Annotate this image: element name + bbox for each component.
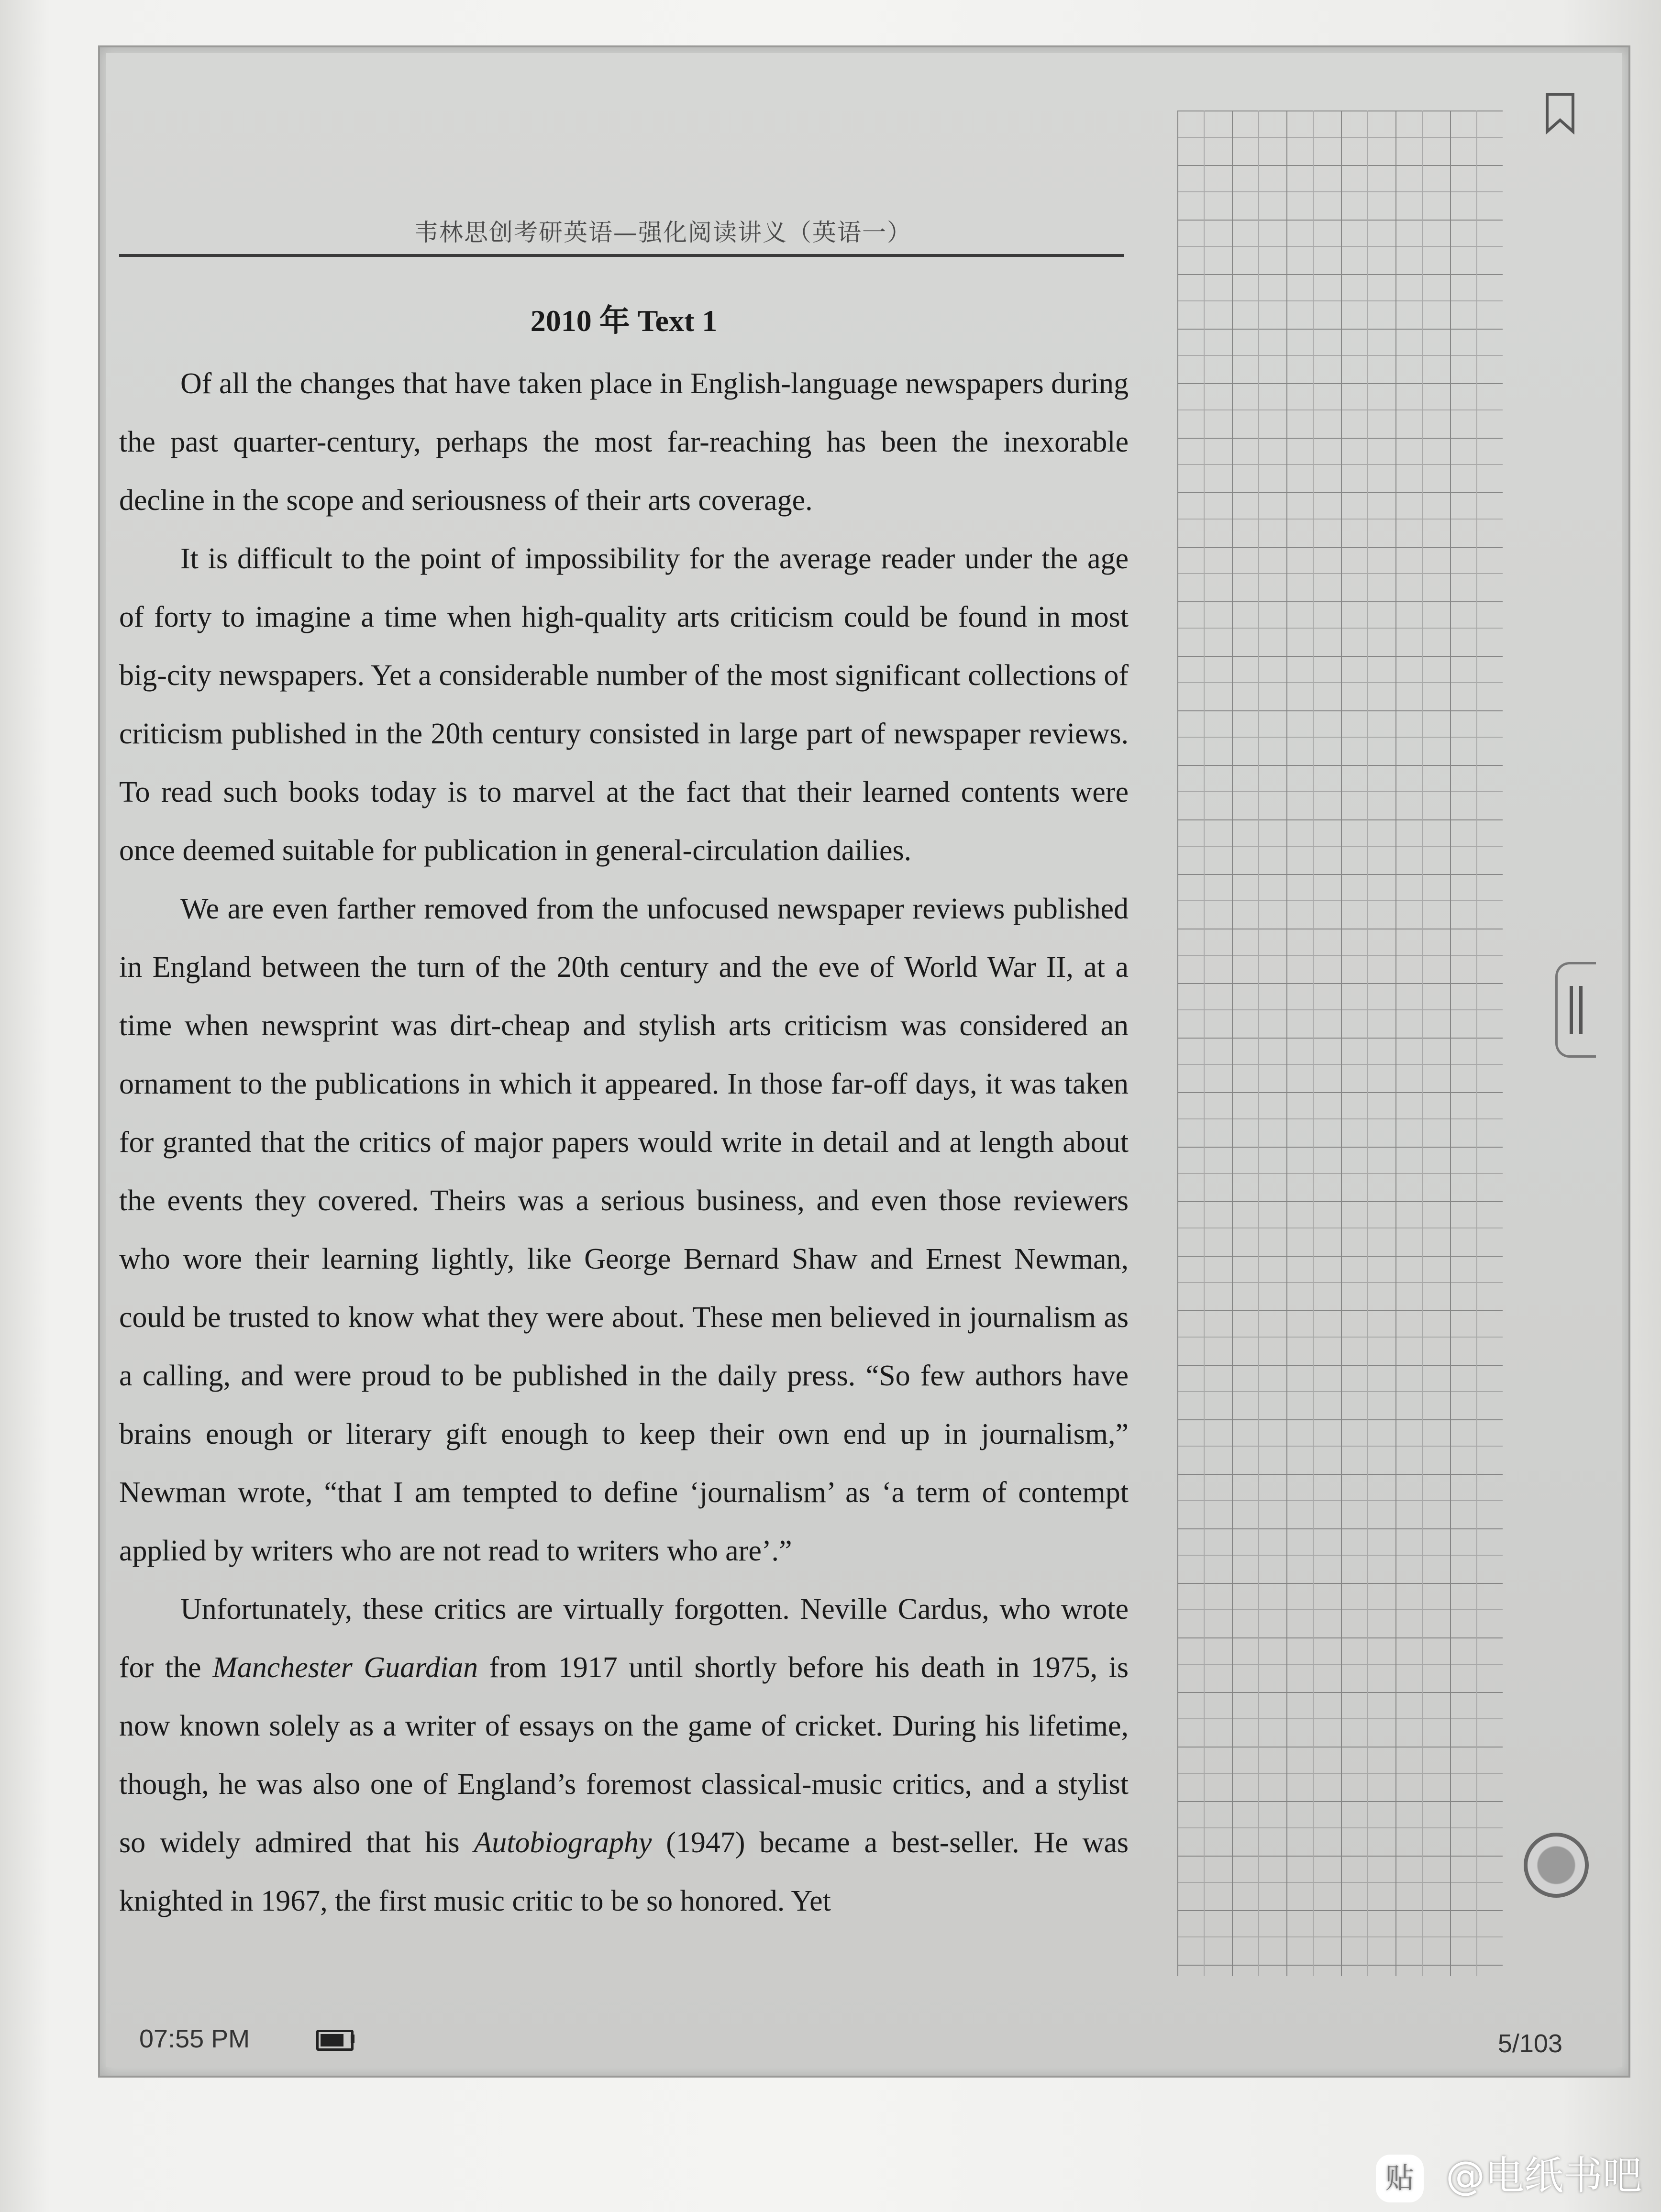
battery-icon <box>316 2030 354 2051</box>
floating-action-button[interactable] <box>1524 1833 1589 1898</box>
status-bar <box>106 2024 1622 2067</box>
article-title: 2010 年 Text 1 <box>530 304 718 338</box>
bookmark-icon[interactable] <box>1543 91 1577 134</box>
handle-line-left <box>1570 986 1573 1034</box>
running-header: 韦林思创考研英语—强化阅读讲义（英语一） <box>414 219 912 246</box>
forum-logo-icon: 贴 <box>1376 2155 1424 2202</box>
paragraph-2: It is difficult to the point of impossibility for the average reader under the age of forty to imagine a time when high-quality arts criticism could be found in most big-city newspapers. Yet a considerable number of the most significant collections of criticism published in the 20th century consisted in large part of newspaper reviews. To read such books today is to marvel at the fact that their learned contents were once deemed suitable for publication in general-circulation dailies. <box>119 542 1129 867</box>
book-title: Autobiography <box>474 1826 652 1859</box>
eink-screen <box>98 45 1630 2078</box>
paragraph-4-part-e: (1947) became a best-seller. He was knighted in 1967, the first music critic to be so honored. Yet <box>119 1826 1129 1917</box>
handle-line-right <box>1579 986 1583 1034</box>
handwriting-grid[interactable] <box>1177 111 1503 1976</box>
article-body <box>119 297 1129 1930</box>
paragraph-3: We are even farther removed from the unfocused newspaper reviews published in England between the turn of the 20th century and the eve of World War II, at a time when newsprint was dirt-cheap and stylish arts criticism was considered an ornament to the publications in which it appeared. In those far-off days, it was taken for granted that the critics of major papers would write in detail and at length about the events they covered. Theirs was a serious business, and even those reviewers who wore their learning lightly, like George Bernard Shaw and Ernest Newman, could be trusted to know what they were about. These men believed in journalism as a calling, and were proud to be published in the daily press. “So few authors have brains enough or literary gift enough to keep their own end up in journalism,” Newman wrote, “that I am tempted to define ‘journalism’ as ‘a term of contempt applied by writers who are not read to writers who are’.” <box>119 893 1129 1567</box>
watermark-text: @电纸书吧 <box>1445 2153 1642 2199</box>
paragraph-4 <box>119 1580 1129 1930</box>
paragraph-4-part-a: Unfortunately, these critics are virtually forgotten. Neville Cardus, who wrote for the <box>119 1593 1129 1684</box>
paragraph-4-part-c: from 1917 until shortly before his death in 1975, is now known solely as a writer of essays on the game of cricket. During his lifetime, though, he was also one of England’s foremost classical-music critics, and a stylist so widely admired that his <box>119 1651 1129 1859</box>
battery-tip <box>351 2035 354 2043</box>
reader-page[interactable] <box>106 53 1622 2067</box>
page-number: 5/103 <box>1497 2029 1562 2058</box>
forum-watermark <box>1376 2145 1642 2202</box>
side-menu-handle[interactable] <box>1555 962 1596 1058</box>
publication-name: Manchester Guardian <box>212 1651 478 1684</box>
header-rule <box>119 254 1124 257</box>
battery-level <box>321 2034 343 2046</box>
paragraph-1: Of all the changes that have taken place in English-language newspapers during the past quarter-century, perhaps the most far-reaching has been the inexorable decline in the scope and seriousness of their arts coverage. <box>119 367 1129 517</box>
clock: 07:55 PM <box>139 2024 250 2053</box>
